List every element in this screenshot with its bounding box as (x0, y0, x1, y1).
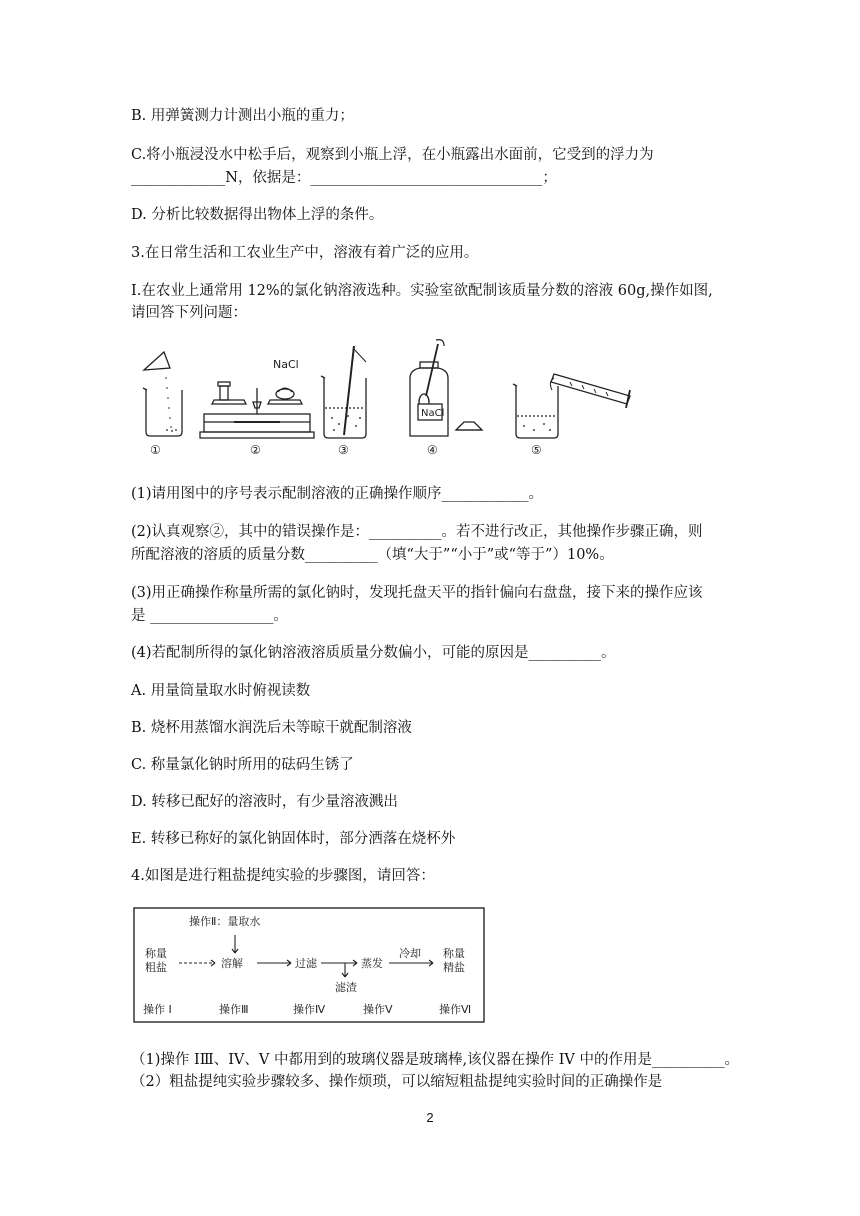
operation-1-label: 操作 I (143, 1003, 172, 1016)
nacl-label: NaCl (273, 358, 299, 371)
question-4-title: 4.如图是进行粗盐提纯实验的步骤图，请回答： (131, 868, 435, 884)
salt-purification-flowchart (133, 907, 487, 1025)
option-e: E. 转移已称好的氯化钠固体时，部分洒落在烧杯外 (131, 831, 456, 847)
step-number-3: ③ (338, 443, 349, 457)
step4-reagent-bottle (410, 340, 482, 436)
evaporate-label: 蒸发 (361, 957, 383, 970)
step-number-2: ② (250, 443, 261, 457)
residue-label: 滤渣 (335, 981, 357, 994)
step-number-1: ① (150, 443, 161, 457)
question-3-title: 3.在日常生活和工农业生产中，溶液有着广泛的应用。 (131, 245, 479, 261)
step3-stirring (321, 346, 366, 438)
question-3-intro-line-1: Ⅰ.在农业上通常用 12%的氯化钠溶液选种。实验室欲配制该质量分数的溶液 60g,操作如图, (131, 283, 713, 299)
step1-beaker-pouring (143, 352, 182, 436)
question-4-part-2: （2）粗盐提纯实验步骤较多、操作烦琐，可以缩短粗盐提纯实验时间的正确操作是 (131, 1074, 663, 1090)
operation-6-label: 操作Ⅵ (439, 1003, 472, 1016)
option-c: C. 称量氯化钠时所用的砝码生锈了 (131, 757, 354, 773)
operation-4-label: 操作Ⅳ (293, 1003, 326, 1016)
option-c-line-2: _____________N，依据是：________________________________； (131, 170, 557, 186)
question-3-part-3-line-1: (3)用正确操作称量所需的氯化钠时，发现托盘天平的指针偏向右盘盘，接下来的操作应该 (131, 585, 703, 601)
option-d-analysis: D. 分析比较数据得出物体上浮的条件。 (131, 207, 384, 223)
weigh-crude-label-2: 粗盐 (145, 961, 167, 974)
question-3-intro-line-2: 请回答下列问题： (131, 305, 247, 321)
bottle-nacl-label: NaCl (421, 408, 445, 419)
operation-5-label: 操作Ⅴ (363, 1003, 393, 1016)
question-3-part-2-line-1: (2)认真观察②，其中的错误操作是：__________。若不进行改正，其他操作步骤正确，则 (131, 524, 703, 540)
step-number-5: ⑤ (531, 443, 542, 457)
solution-prep-figure (134, 338, 644, 460)
step5-pouring-water (513, 374, 630, 438)
dissolve-label: 溶解 (221, 957, 243, 970)
operation-3-label: 操作Ⅲ (219, 1003, 249, 1016)
weigh-crude-label-1: 称量 (145, 947, 167, 960)
question-3-part-1: (1)请用图中的序号表示配制溶液的正确操作顺序____________。 (131, 486, 544, 502)
question-4-part-1: （1)操作 IⅢ、IV、V 中都用到的玻璃仪器是玻璃棒,该仪器在操作 IV 中的作用是__________。 (131, 1052, 740, 1068)
weigh-refined-label-2: 精盐 (443, 961, 465, 974)
question-3-part-4: (4)若配制所得的氯化钠溶液溶质质量分数偏小，可能的原因是__________。 (131, 645, 616, 661)
step2-balance (200, 382, 314, 438)
step-number-4: ④ (427, 443, 438, 457)
option-c-line-1: C.将小瓶浸没水中松手后，观察到小瓶上浮，在小瓶露出水面前，它受到的浮力为 (131, 147, 654, 163)
filter-label: 过滤 (295, 957, 317, 970)
option-a: A. 用量筒量取水时俯视读数 (131, 683, 311, 699)
operation-2-label: 操作Ⅱ：量取水 (189, 915, 261, 928)
option-d: D. 转移已配好的溶液时，有少量溶液溅出 (131, 794, 398, 810)
question-3-part-2-line-2: 所配溶液的溶质的质量分数__________（填“大于”“小于”或“等于”）10%。 (131, 547, 614, 563)
option-b: B. 烧杯用蒸馏水润洗后未等晾干就配制溶液 (131, 720, 412, 736)
page-number: 2 (426, 1110, 434, 1125)
cool-label: 冷却 (399, 947, 421, 960)
option-b-gravity: B. 用弹簧测力计测出小瓶的重力； (131, 108, 354, 124)
question-3-part-3-line-2: 是 _________________。 (131, 608, 288, 624)
weigh-refined-label-1: 称量 (443, 947, 465, 960)
